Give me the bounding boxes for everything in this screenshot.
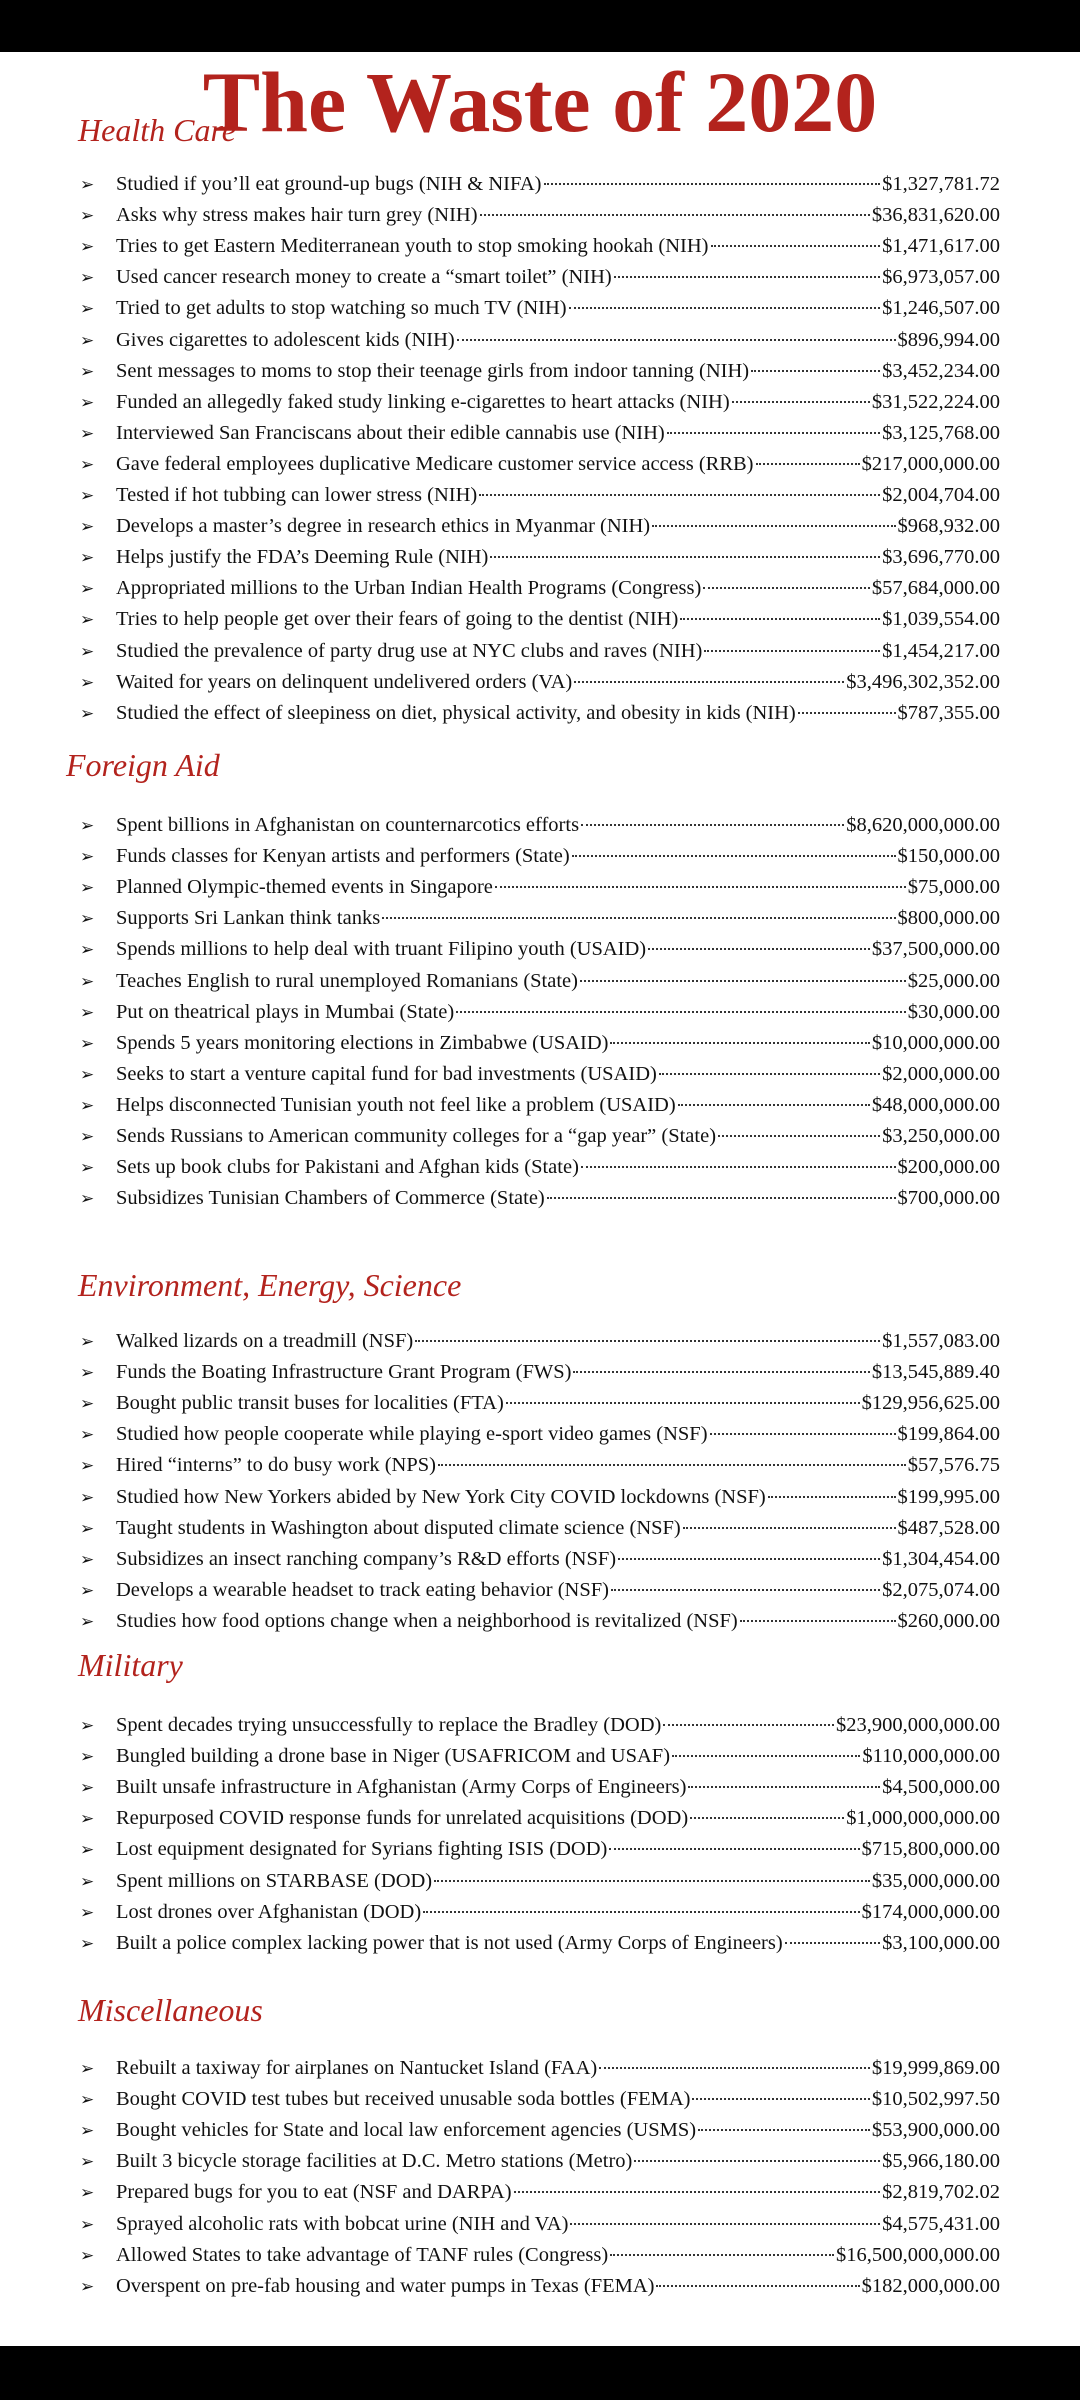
list-item [80,480,1000,511]
dot-leader [581,1166,896,1168]
item-description: Repurposed COVID response funds for unrelated acquisitions (DOD) [116,1807,689,1830]
list-item [80,841,1000,872]
item-amount: $968,932.00 [897,515,1000,538]
item-description: Appropriated millions to the Urban Indian Health Programs (Congress) [116,577,702,600]
dot-leader [570,2223,880,2225]
list-item [80,1928,1000,1959]
item-amount: $217,000,000.00 [861,452,1000,475]
item-description: Allowed States to take advantage of TANF rules (Congress) [116,2243,609,2266]
item-amount: $35,000,000.00 [871,1869,1000,1892]
item-description: Tries to get Eastern Mediterranean youth to stop smoking hookah (NIH) [116,235,709,258]
list-item [80,1513,1000,1544]
list-item [80,1419,1000,1450]
section-heading: Miscellaneous [78,1992,263,2028]
item-description: Teaches English to rural unemployed Romanians (State) [116,969,578,992]
item-description: Interviewed San Franciscans about their edible cannabis use (NIH) [116,421,665,444]
arrow-bullet-icon: ➢ [80,548,95,568]
item-description: Sets up book clubs for Pakistani and Afghan kids (State) [116,1156,579,1179]
list-item [80,2177,1000,2208]
list-item [80,810,1000,841]
item-amount: $1,246,507.00 [882,297,1000,320]
arrow-bullet-icon: ➢ [80,1332,95,1351]
arrow-bullet-icon: ➢ [80,610,95,630]
arrow-bullet-icon: ➢ [80,361,95,381]
item-description: Bought public transit buses for localities (FTA) [116,1392,504,1415]
item-description: Funded an allegedly faked study linking e-cigarettes to heart attacks (NIH) [116,390,730,413]
arrow-bullet-icon: ➢ [80,268,95,288]
item-amount: $2,000,000.00 [882,1062,1000,1085]
arrow-bullet-icon: ➢ [80,2183,95,2203]
item-description: Seeks to start a venture capital fund for bad investments (USAID) [116,1062,657,1085]
item-description: Overspent on pre-fab housing and water pumps in Texas (FEMA) [116,2274,655,2297]
item-description: Built unsafe infrastructure in Afghanistan (Army Corps of Engineers) [116,1776,687,1799]
section-heading: Foreign Aid [66,747,220,783]
dot-leader [415,1340,880,1342]
dot-leader [611,1589,880,1591]
list-item [80,1575,1000,1606]
item-amount: $3,100,000.00 [882,1931,1000,1954]
item-amount: $199,864.00 [897,1423,1000,1446]
list-item [80,200,1000,231]
arrow-bullet-icon: ➢ [80,909,95,929]
list-item [80,1606,1000,1637]
item-description: Develops a wearable headset to track eating behavior (NSF) [116,1578,609,1601]
item-amount: $487,528.00 [897,1516,1000,1539]
dot-leader [656,2285,859,2287]
arrow-bullet-icon: ➢ [80,175,95,194]
item-description: Studied the prevalence of party drug use at NYC clubs and raves (NIH) [116,639,703,662]
dot-leader [574,681,844,683]
item-amount: $200,000.00 [897,1156,1000,1179]
dot-leader [756,463,860,465]
arrow-bullet-icon: ➢ [80,486,95,505]
item-amount: $13,545,889.40 [871,1361,1000,1384]
dot-leader [434,1880,870,1882]
item-amount: $896,994.00 [897,328,1000,351]
list-item [80,1388,1000,1419]
list-item [80,1090,1000,1121]
arrow-bullet-icon: ➢ [80,1871,95,1891]
list-item [80,2240,1000,2271]
list-item [80,872,1000,903]
item-amount: $57,684,000.00 [871,577,1000,600]
dot-leader [672,1755,860,1757]
item-description: Bought COVID test tubes but received unusable soda bottles (FEMA) [116,2088,691,2111]
list-item [80,1028,1000,1059]
item-amount: $37,500,000.00 [871,938,1000,961]
item-amount: $3,696,770.00 [882,546,1000,569]
item-amount: $2,004,704.00 [882,484,1000,506]
item-amount: $36,831,620.00 [871,204,1000,227]
arrow-bullet-icon: ➢ [80,641,95,661]
dot-leader [610,1042,869,1044]
item-amount: $199,995.00 [897,1485,1000,1508]
item-description: Built a police complex lacking power that is not used (Army Corps of Engineers) [116,1931,783,1954]
item-amount: $48,000,000.00 [871,1093,1000,1116]
dot-leader [572,855,896,857]
dot-leader [678,1104,870,1106]
list-item [80,231,1000,262]
item-description: Funds classes for Kenyan artists and performers (State) [116,845,570,868]
arrow-bullet-icon: ➢ [80,299,95,319]
dot-leader [490,556,880,558]
arrow-bullet-icon: ➢ [80,1033,95,1053]
list-item [80,293,1000,324]
item-amount: $715,800,000.00 [861,1838,1000,1861]
arrow-bullet-icon: ➢ [80,1809,95,1829]
dot-leader [618,1558,880,1560]
arrow-bullet-icon: ➢ [80,1716,95,1735]
item-amount: $3,125,768.00 [882,421,1000,444]
arrow-bullet-icon: ➢ [80,454,95,474]
list-item [80,356,1000,387]
item-description: Sent messages to moms to stop their teenage girls from indoor tanning (NIH) [116,359,750,382]
arrow-bullet-icon: ➢ [80,1363,95,1383]
arrow-bullet-icon: ➢ [80,816,95,835]
item-amount: $30,000.00 [907,1000,1000,1023]
dot-leader [495,886,906,888]
item-description: Spent millions on STARBASE (DOD) [116,1869,433,1892]
dot-leader [599,2067,870,2069]
item-description: Subsidizes Tunisian Chambers of Commerce (State) [116,1187,545,1210]
list-item [80,1834,1000,1865]
dot-leader [663,1724,834,1726]
arrow-bullet-icon: ➢ [80,1158,95,1178]
item-description: Develops a master’s degree in research ethics in Myanmar (NIH) [116,515,651,538]
item-amount: $8,620,000,000.00 [846,814,1000,836]
item-amount: $2,075,074.00 [882,1578,1000,1601]
list-item [80,2053,1000,2084]
item-amount: $25,000.00 [907,969,1000,992]
item-amount: $3,452,234.00 [882,359,1000,382]
arrow-bullet-icon: ➢ [80,1064,95,1084]
item-amount: $1,471,617.00 [882,235,1000,258]
item-description: Supports Sri Lankan think tanks [116,907,381,930]
item-description: Taught students in Washington about disputed climate science (NSF) [116,1516,681,1539]
item-amount: $1,454,217.00 [882,639,1000,662]
item-description: Helps justify the FDA’s Deeming Rule (NIH) [116,546,489,569]
item-amount: $53,900,000.00 [871,2119,1000,2142]
item-description: Studied the effect of sleepiness on diet, physical activity, and obesity in kids (NIH) [116,701,796,724]
dot-leader [423,1911,859,1913]
list-item [80,1710,1000,1741]
item-description: Helps disconnected Tunisian youth not feel like a problem (USAID) [116,1093,676,1116]
arrow-bullet-icon: ➢ [80,1189,95,1209]
list-item [80,667,1000,698]
arrow-bullet-icon: ➢ [80,2152,95,2172]
dot-leader [704,650,880,652]
arrow-bullet-icon: ➢ [80,2059,95,2078]
item-description: Spent decades trying unsuccessfully to replace the Bradley (DOD) [116,1714,662,1736]
list-item [80,1183,1000,1214]
item-amount: $700,000.00 [897,1187,1000,1210]
arrow-bullet-icon: ➢ [80,1002,95,1022]
item-amount: $4,500,000.00 [882,1776,1000,1799]
item-amount: $16,500,000,000.00 [836,2243,1000,2266]
list-item [80,903,1000,934]
item-description: Used cancer research money to create a “smart toilet” (NIH) [116,266,612,289]
arrow-bullet-icon: ➢ [80,1747,95,1767]
item-amount: $10,502,997.50 [871,2088,1000,2111]
list-item [80,2209,1000,2240]
dot-leader [751,370,880,372]
list-item [80,2115,1000,2146]
item-description: Spends 5 years monitoring elections in Zimbabwe (USAID) [116,1031,609,1054]
dot-leader [740,1620,896,1622]
arrow-bullet-icon: ➢ [80,517,95,537]
section-heading: Health Care [78,112,236,148]
section-heading: Military [78,1647,183,1683]
arrow-bullet-icon: ➢ [80,237,95,257]
item-amount: $10,000,000.00 [871,1031,1000,1054]
item-amount: $5,966,180.00 [882,2150,1000,2173]
list-item [80,542,1000,573]
dot-leader [667,432,880,434]
arrow-bullet-icon: ➢ [80,579,95,599]
list-item [80,511,1000,542]
item-amount: $150,000.00 [897,845,1000,868]
arrow-bullet-icon: ➢ [80,1933,95,1953]
dot-leader [457,339,896,341]
dot-leader [382,917,895,919]
item-description: Lost drones over Afghanistan (DOD) [116,1900,422,1923]
list-item [80,934,1000,965]
item-description: Subsidizes an insect ranching company’s R&D efforts (NSF) [116,1547,617,1570]
list-item [80,1772,1000,1803]
item-amount: $174,000,000.00 [861,1900,1000,1923]
list-item [80,966,1000,997]
list-item [80,1866,1000,1897]
item-description: Tries to help people get over their fears of going to the dentist (NIH) [116,608,679,631]
dot-leader [652,525,895,527]
list-item [80,1059,1000,1090]
arrow-bullet-icon: ➢ [80,2121,95,2141]
arrow-bullet-icon: ➢ [80,423,95,443]
list-item [80,418,1000,449]
list-item [80,2271,1000,2302]
dot-leader [711,245,881,247]
dot-leader [648,948,870,950]
item-amount: $1,304,454.00 [882,1547,1000,1570]
arrow-bullet-icon: ➢ [80,1611,95,1631]
document-page [0,52,1080,2346]
item-amount: $3,496,302,352.00 [846,670,1000,693]
item-amount: $57,576.75 [907,1454,1000,1477]
dot-leader [479,494,880,496]
dot-leader [573,1371,869,1373]
item-description: Studied how New Yorkers abided by New York City COVID lockdowns (NSF) [116,1485,766,1508]
item-description: Prepared bugs for you to eat (NSF and DARPA) [116,2181,512,2204]
dot-leader [692,2098,869,2100]
dot-leader [683,1527,896,1529]
item-description: Rebuilt a taxiway for airplanes on Nantucket Island (FAA) [116,2057,598,2079]
page-title: The Waste of 2020 [202,54,878,150]
item-amount: $19,999,869.00 [871,2057,1000,2079]
list-item [80,169,1000,200]
item-amount: $23,900,000,000.00 [836,1714,1000,1736]
dot-leader [480,214,870,216]
dot-leader [614,276,880,278]
list-item [80,325,1000,356]
dot-leader [698,2129,870,2131]
dot-leader [609,1848,859,1850]
arrow-bullet-icon: ➢ [80,392,95,412]
arrow-bullet-icon: ➢ [80,847,95,867]
arrow-bullet-icon: ➢ [80,1778,95,1798]
arrow-bullet-icon: ➢ [80,672,95,692]
item-description: Spent billions in Afghanistan on counternarcotics efforts [116,814,580,836]
arrow-bullet-icon: ➢ [80,2276,95,2296]
arrow-bullet-icon: ➢ [80,1580,95,1600]
list-item [80,1897,1000,1928]
dot-leader [514,2191,881,2193]
dot-leader [456,1011,906,1013]
item-description: Studied if you’ll eat ground-up bugs (NIH & NIFA) [116,173,542,195]
list-item [80,1544,1000,1575]
item-description: Gives cigarettes to adolescent kids (NIH) [116,328,455,351]
dot-leader [547,1197,896,1199]
arrow-bullet-icon: ➢ [80,206,95,226]
dot-leader [569,307,881,309]
list-item [80,1803,1000,1834]
arrow-bullet-icon: ➢ [80,1095,95,1115]
list-item [80,2084,1000,2115]
dot-leader [634,2160,880,2162]
item-description: Tested if hot tubbing can lower stress (NIH) [116,484,478,506]
arrow-bullet-icon: ➢ [80,2214,95,2234]
list-item [80,1450,1000,1481]
item-description: Studies how food options change when a neighborhood is revitalized (NSF) [116,1609,738,1632]
section-heading: Environment, Energy, Science [78,1267,462,1303]
list-item [80,1152,1000,1183]
item-amount: $3,250,000.00 [882,1125,1000,1147]
item-description: Built 3 bicycle storage facilities at D.C. Metro stations (Metro) [116,2150,633,2173]
dot-leader [544,183,881,185]
dot-leader [690,1817,844,1819]
dot-leader [438,1464,906,1466]
item-amount: $2,819,702.02 [882,2181,1000,2204]
item-amount: $110,000,000.00 [862,1745,1000,1768]
item-description: Gave federal employees duplicative Medicare customer service access (RRB) [116,452,754,475]
list-item [80,1741,1000,1772]
item-amount: $260,000.00 [897,1609,1000,1632]
arrow-bullet-icon: ➢ [80,1518,95,1538]
item-amount: $6,973,057.00 [882,266,1000,289]
dot-leader [710,1433,896,1435]
item-amount: $31,522,224.00 [871,390,1000,413]
item-amount: $1,327,781.72 [882,173,1000,195]
arrow-bullet-icon: ➢ [80,1127,95,1146]
arrow-bullet-icon: ➢ [80,940,95,960]
dot-leader [732,401,870,403]
arrow-bullet-icon: ➢ [80,1549,95,1569]
list-item [80,2146,1000,2177]
list-item [80,573,1000,604]
dot-leader [768,1496,896,1498]
item-amount: $1,557,083.00 [882,1330,1000,1352]
dot-leader [703,587,870,589]
list-item [80,387,1000,418]
dot-leader [688,1786,880,1788]
dot-leader [659,1073,880,1075]
item-description: Planned Olympic-themed events in Singapore [116,876,493,899]
item-description: Waited for years on delinquent undelivered orders (VA) [116,670,573,693]
arrow-bullet-icon: ➢ [80,1394,95,1414]
arrow-bullet-icon: ➢ [80,1902,95,1922]
item-amount: $75,000.00 [907,876,1000,899]
dot-leader [580,980,906,982]
arrow-bullet-icon: ➢ [80,971,95,991]
item-amount: $1,039,554.00 [882,608,1000,631]
item-description: Funds the Boating Infrastructure Grant Program (FWS) [116,1361,572,1384]
arrow-bullet-icon: ➢ [80,2245,95,2265]
item-description: Walked lizards on a treadmill (NSF) [116,1330,414,1352]
item-amount: $787,355.00 [897,701,1000,724]
arrow-bullet-icon: ➢ [80,1840,95,1860]
item-amount: $4,575,431.00 [882,2212,1000,2235]
item-description: Studied how people cooperate while playing e-sport video games (NSF) [116,1423,708,1446]
item-description: Bungled building a drone base in Niger (USAFRICOM and USAF) [116,1745,671,1768]
item-amount: $182,000,000.00 [861,2274,1000,2297]
dot-leader [581,824,844,826]
dot-leader [680,618,880,620]
dot-leader [798,712,896,714]
list-item [80,262,1000,293]
list-item [80,604,1000,635]
list-item [80,449,1000,480]
arrow-bullet-icon: ➢ [80,878,95,898]
list-item [80,1121,1000,1152]
dot-leader [506,1402,860,1404]
arrow-bullet-icon: ➢ [80,703,95,723]
item-description: Lost equipment designated for Syrians fighting ISIS (DOD) [116,1838,608,1861]
item-description: Hired “interns” to do busy work (NPS) [116,1454,436,1477]
list-item [80,1326,1000,1357]
dot-leader [785,1942,880,1944]
arrow-bullet-icon: ➢ [80,2090,95,2110]
list-item [80,1482,1000,1513]
item-description: Put on theatrical plays in Mumbai (State) [116,1000,455,1023]
item-description: Spends millions to help deal with truant Filipino youth (USAID) [116,938,647,961]
arrow-bullet-icon: ➢ [80,1487,95,1507]
item-amount: $129,956,625.00 [861,1392,1000,1415]
item-description: Sends Russians to American community colleges for a “gap year” (State) [116,1125,717,1147]
arrow-bullet-icon: ➢ [80,1456,95,1476]
item-description: Bought vehicles for State and local law enforcement agencies (USMS) [116,2119,697,2142]
item-amount: $1,000,000,000.00 [846,1807,1000,1830]
arrow-bullet-icon: ➢ [80,330,95,350]
item-description: Tried to get adults to stop watching so much TV (NIH) [116,297,567,320]
list-item [80,636,1000,667]
arrow-bullet-icon: ➢ [80,1425,95,1445]
item-description: Sprayed alcoholic rats with bobcat urine (NIH and VA) [116,2212,569,2235]
list-item [80,1357,1000,1388]
dot-leader [610,2254,834,2256]
list-item [80,997,1000,1028]
item-amount: $800,000.00 [897,907,1000,930]
item-description: Asks why stress makes hair turn grey (NIH) [116,204,478,227]
list-item [80,698,1000,729]
dot-leader [718,1135,880,1137]
